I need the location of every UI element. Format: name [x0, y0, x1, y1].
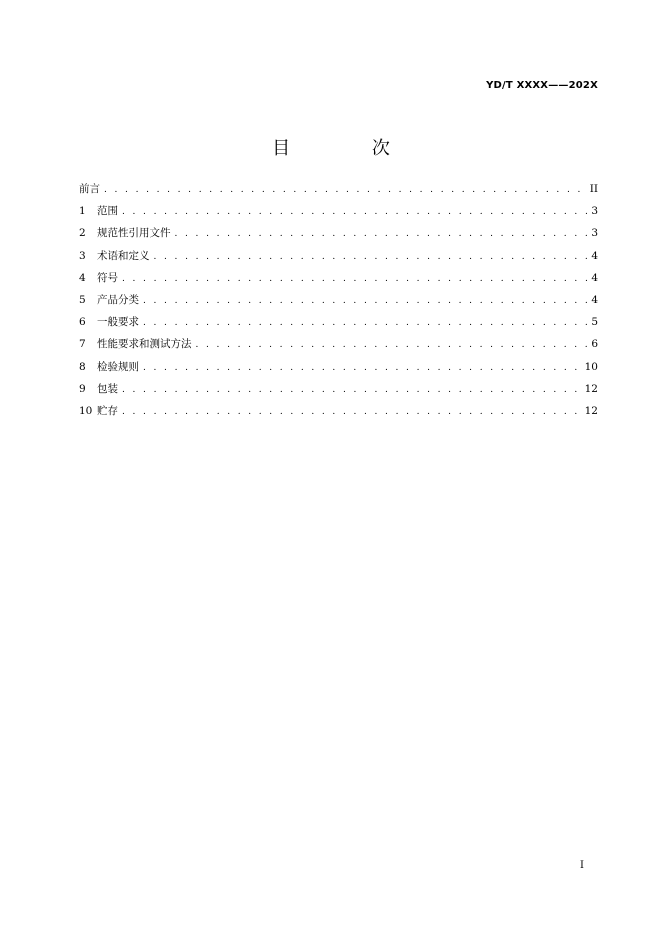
toc-leader-dots	[196, 341, 590, 350]
toc-entry-number: 2	[79, 227, 86, 240]
toc-entry-title: 前言	[79, 183, 100, 195]
toc-entry-number: 6	[79, 316, 86, 329]
toc-entry-5[interactable]	[79, 292, 598, 314]
toc-entry-7[interactable]	[79, 336, 598, 358]
toc-entry-title: 符号	[97, 271, 118, 284]
document-code: YD/T XXXX——202X	[486, 80, 598, 91]
toc-entry-number: 1	[79, 205, 86, 218]
toc-entry-number: 5	[79, 293, 86, 306]
toc-list	[79, 181, 598, 425]
toc-leader-dots	[143, 297, 589, 306]
toc-entry-page: 4	[591, 293, 598, 306]
toc-entry-page: 12	[584, 382, 598, 395]
toc-entry-8[interactable]	[79, 359, 598, 381]
toc-entry-9[interactable]	[79, 381, 598, 403]
toc-entry-page: 3	[591, 227, 598, 240]
toc-entry-preface[interactable]	[79, 181, 598, 203]
toc-entry-title: 性能要求和测试方法	[97, 338, 192, 351]
toc-entry-title: 规范性引用文件	[97, 227, 171, 240]
toc-entry-number: 3	[79, 249, 86, 262]
toc-leader-dots	[122, 408, 583, 417]
toc-leader-dots	[122, 208, 589, 217]
toc-entry-title: 检验规则	[97, 360, 139, 373]
toc-entry-title: 术语和定义	[97, 249, 150, 262]
toc-entry-title: 包装	[97, 382, 118, 395]
toc-entry-number: 8	[79, 360, 86, 373]
toc-entry-1[interactable]	[79, 203, 598, 225]
toc-entry-page: 5	[591, 316, 598, 329]
toc-leader-dots	[154, 253, 590, 262]
toc-entry-title: 一般要求	[97, 316, 139, 329]
toc-entry-number: 7	[79, 338, 86, 351]
toc-entry-10[interactable]	[79, 403, 598, 425]
toc-title: 目 次	[272, 138, 428, 159]
toc-leader-dots	[104, 186, 588, 195]
toc-leader-dots	[143, 364, 583, 373]
toc-entry-page: II	[589, 183, 598, 195]
toc-entry-6[interactable]	[79, 314, 598, 336]
toc-entry-page: 3	[591, 205, 598, 218]
toc-entry-number: 10	[79, 404, 93, 417]
toc-leader-dots	[143, 319, 589, 328]
toc-entry-page: 10	[584, 360, 598, 373]
toc-entry-number: 9	[79, 382, 86, 395]
toc-entry-page: 4	[591, 249, 598, 262]
toc-entry-title: 贮存	[97, 404, 118, 417]
toc-entry-title: 范围	[97, 205, 118, 218]
toc-entry-number: 4	[79, 271, 86, 284]
toc-entry-2[interactable]	[79, 225, 598, 247]
toc-entry-title: 产品分类	[97, 293, 139, 306]
page-number: I	[580, 860, 584, 871]
toc-entry-page: 4	[591, 271, 598, 284]
toc-leader-dots	[122, 275, 589, 284]
toc-leader-dots	[122, 386, 583, 395]
toc-entry-4[interactable]	[79, 270, 598, 292]
toc-entry-page: 12	[584, 404, 598, 417]
toc-entry-page: 6	[591, 338, 598, 351]
toc-leader-dots	[175, 230, 590, 239]
toc-entry-3[interactable]	[79, 248, 598, 270]
